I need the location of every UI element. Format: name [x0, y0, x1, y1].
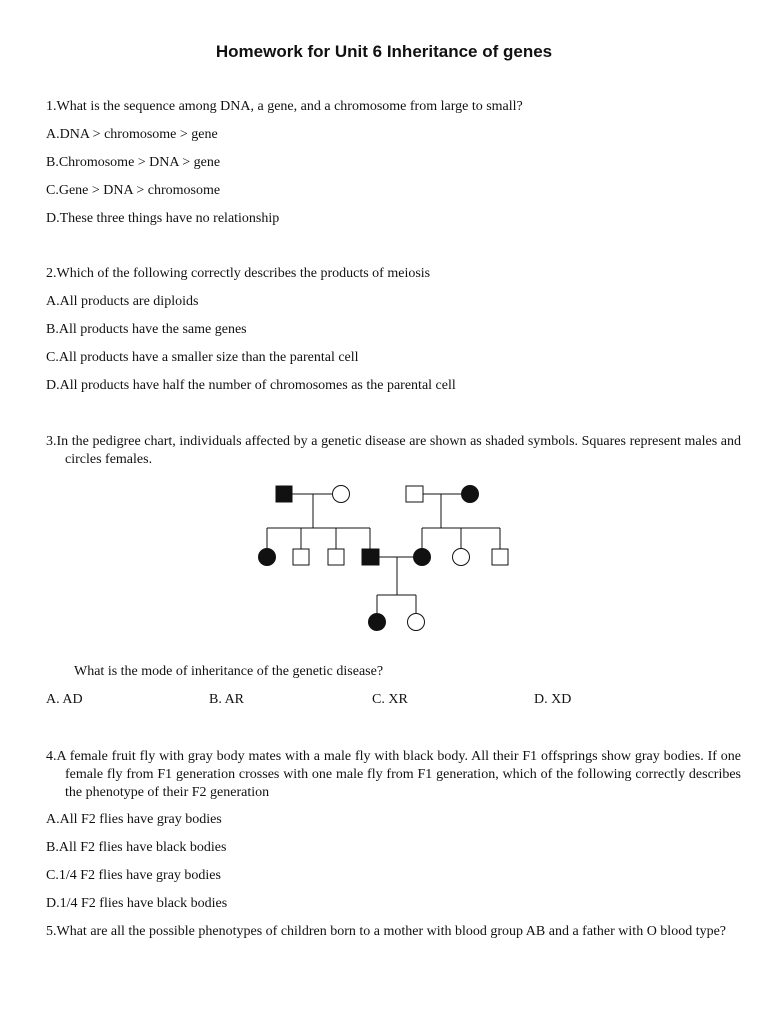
- q4-option-c: C.1/4 F2 flies have gray bodies: [46, 868, 221, 883]
- unaffected-male-symbol: [293, 549, 309, 565]
- q1-option-c: C.Gene > DNA > chromosome: [46, 183, 221, 198]
- unaffected-male-symbol: [492, 549, 508, 565]
- question-3: 3.In the pedigree chart, individuals affected by a genetic disease are shown as shaded symbols. Squares represent males and circles females.: [46, 434, 741, 467]
- q2-option-c: C.All products have a smaller size than the parental cell: [46, 350, 359, 365]
- question-1: 1.What is the sequence among DNA, a gene, and a chromosome from large to small?: [46, 99, 523, 114]
- affected-male-symbol: [362, 549, 379, 565]
- q4-option-b: B.All F2 flies have black bodies: [46, 840, 227, 855]
- affected-male-symbol: [276, 486, 292, 502]
- q2-option-d: D.All products have half the number of chromosomes as the parental cell: [46, 378, 456, 393]
- unaffected-female-symbol: [453, 549, 470, 566]
- unaffected-male-symbol: [406, 486, 423, 502]
- q3-prompt: What is the mode of inheritance of the genetic disease?: [74, 664, 384, 679]
- question-4: 4.A female fruit fly with gray body mates with a male fly with black body. All their F1 offsprings show gray bodies. If one female fly from F1 generation crosses with one male fly from F1 generation, which of the following correctly describes the phenotype of their F2 generation: [46, 749, 741, 800]
- page-title: Homework for Unit 6 Inheritance of genes: [215, 42, 553, 61]
- q2-option-b: B.All products have the same genes: [46, 322, 247, 337]
- question-5: 5.What are all the possible phenotypes of children born to a mother with blood group AB and a father with O blood type?: [46, 924, 727, 939]
- unaffected-female-symbol: [333, 486, 350, 503]
- q3-option-a: A. AD: [46, 692, 83, 707]
- pedigree-chart: [0, 475, 768, 635]
- affected-female-symbol: [414, 549, 431, 566]
- unaffected-female-symbol: [408, 614, 425, 631]
- q1-option-a: A.DNA > chromosome > gene: [46, 127, 218, 142]
- q4-option-d: D.1/4 F2 flies have black bodies: [46, 896, 228, 911]
- affected-female-symbol: [369, 614, 386, 631]
- affected-female-symbol: [259, 549, 276, 566]
- q1-option-d: D.These three things have no relationship: [46, 211, 280, 226]
- q1-option-b: B.Chromosome > DNA > gene: [46, 155, 221, 170]
- question-2: 2.Which of the following correctly describes the products of meiosis: [46, 266, 431, 281]
- q3-option-b: B. AR: [209, 692, 245, 707]
- q2-option-a: A.All products are diploids: [46, 294, 199, 309]
- unaffected-male-symbol: [328, 549, 344, 565]
- q4-option-a: A.All F2 flies have gray bodies: [46, 812, 222, 827]
- affected-female-symbol: [462, 486, 479, 503]
- q3-option-d: D. XD: [534, 692, 572, 707]
- q3-option-c: C. XR: [372, 692, 408, 707]
